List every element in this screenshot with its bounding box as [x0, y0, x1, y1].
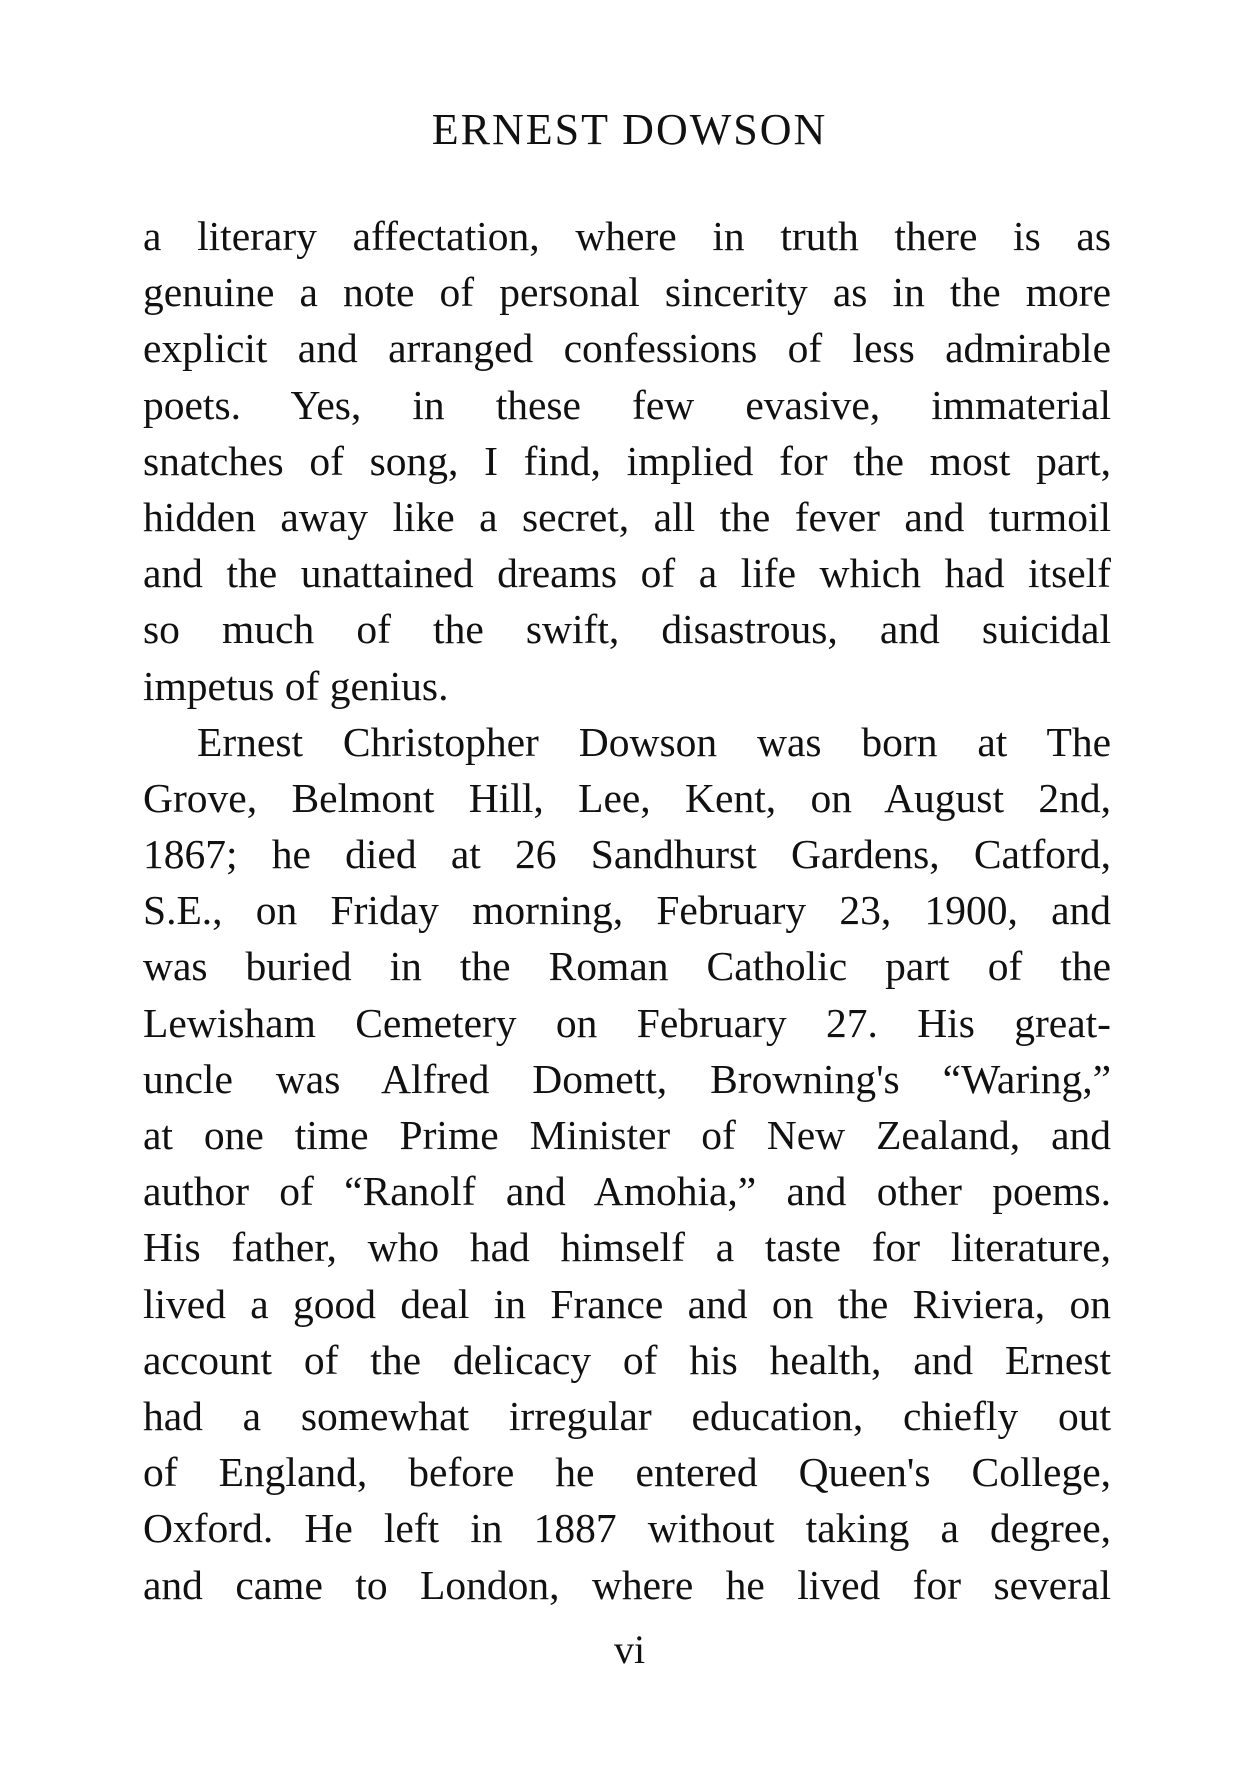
text-line: and came to London, where he lived for several [143, 1561, 1111, 1608]
paragraph-start-line: Ernest Christopher Dowson was born at The [197, 718, 1111, 765]
text-line: account of the delicacy of his health, and Ernest [143, 1336, 1111, 1383]
text-line: 1867; he died at 26 Sandhurst Gardens, Catford, [143, 831, 1111, 878]
text-line: poets. Yes, in these few evasive, immaterial [143, 381, 1111, 428]
text-line: of England, before he entered Queen's College, [143, 1449, 1111, 1496]
text-line: S.E., on Friday morning, February 23, 1900, and [143, 887, 1111, 934]
text-line: and the unattained dreams of a life which had itself [143, 550, 1111, 597]
text-line: hidden away like a secret, all the fever and turmoil [143, 493, 1111, 540]
text-line: uncle was Alfred Domett, Browning's “Waring,” [143, 1055, 1111, 1102]
text-line: lived a good deal in France and on the Riviera, on [143, 1280, 1111, 1327]
text-line: was buried in the Roman Catholic part of the [143, 943, 1111, 990]
running-header: ERNEST DOWSON [431, 105, 828, 154]
text-line: snatches of song, I find, implied for the most part, [143, 437, 1111, 484]
text-line: Oxford. He left in 1887 without taking a degree, [143, 1505, 1111, 1552]
page-number: vi [613, 1627, 646, 1672]
text-line: at one time Prime Minister of New Zealand, and [143, 1112, 1111, 1158]
text-line: His father, who had himself a taste for literature, [143, 1224, 1111, 1271]
text-line: had a somewhat irregular education, chiefly out [143, 1392, 1111, 1439]
text-line: genuine a note of personal sincerity as in the more [143, 269, 1111, 316]
text-line: Lewisham Cemetery on February 27. His great- [143, 999, 1111, 1046]
text-line: so much of the swift, disastrous, and suicidal [143, 606, 1111, 653]
text-line: a literary affectation, where in truth there is as [143, 213, 1111, 259]
text-line: author of “Ranolf and Amohia,” and other poems. [143, 1168, 1111, 1215]
paragraph-end-line: impetus of genius. [143, 662, 449, 709]
text-line: Grove, Belmont Hill, Lee, Kent, on August 2nd, [143, 774, 1111, 821]
text-line: explicit and arranged confessions of less admirable [143, 325, 1111, 372]
body-text [143, 208, 1111, 1613]
